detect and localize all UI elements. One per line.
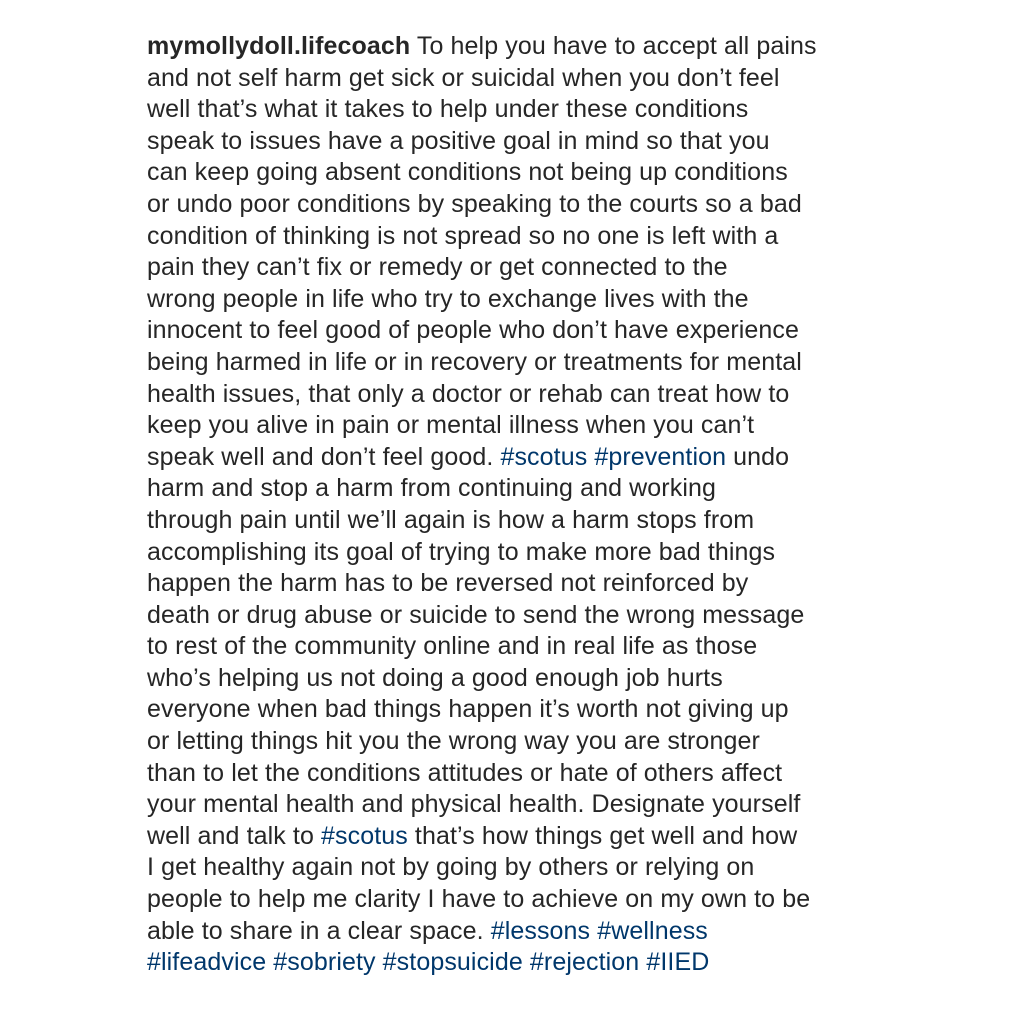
caption-text: or undo poor conditions by speaking to the courts so a bad	[147, 189, 802, 218]
caption-line	[147, 31, 947, 63]
caption-line	[147, 947, 947, 979]
caption-line	[147, 694, 947, 726]
hashtag-sobriety[interactable]: #sobriety	[273, 948, 376, 977]
caption-text: well and talk to	[147, 821, 322, 850]
caption-text: health issues, that only a doctor or rehab can treat how to	[147, 379, 790, 408]
caption-line	[147, 473, 947, 505]
caption-text: can keep going absent conditions not being up conditions	[147, 158, 788, 187]
hashtag-lifeadvice[interactable]: #lifeadvice	[147, 948, 267, 977]
caption-line	[147, 157, 947, 189]
caption-text: being harmed in life or in recovery or treatments for mental	[147, 347, 802, 376]
caption-line	[147, 284, 947, 316]
caption-line	[147, 568, 947, 600]
caption-line	[147, 347, 947, 379]
caption-line	[147, 126, 947, 158]
username-link[interactable]: mymollydoll.lifecoach	[147, 32, 411, 60]
caption-text: and not self harm get sick or suicidal when you don’t feel	[147, 63, 780, 92]
caption-text: accomplishing its goal of trying to make more bad things	[147, 537, 776, 566]
caption-line	[147, 789, 947, 821]
caption-line	[147, 505, 947, 537]
caption-line	[147, 221, 947, 253]
caption-text: To help you have to accept all pains	[410, 32, 817, 60]
caption-line	[147, 63, 947, 95]
caption-text	[376, 948, 383, 976]
caption-line	[147, 189, 947, 221]
caption-text: happen the harm has to be reversed not reinforced by	[147, 569, 749, 598]
caption-line	[147, 442, 947, 474]
caption-text: well that’s what it takes to help under these conditions	[147, 95, 749, 124]
caption-text	[523, 948, 530, 976]
caption-line	[147, 631, 947, 663]
caption-text: through pain until we’ll again is how a harm stops from	[147, 505, 755, 534]
hashtag-scotus[interactable]: #scotus	[500, 442, 588, 471]
caption-line	[147, 252, 947, 284]
caption-line	[147, 379, 947, 411]
caption-text: speak to issues have a positive goal in mind so that you	[147, 126, 770, 155]
caption-line	[147, 410, 947, 442]
caption-line	[147, 916, 947, 948]
caption-text: people to help me clarity I have to achieve on my own to be	[147, 885, 811, 914]
hashtag-wellness[interactable]: #wellness	[597, 916, 708, 945]
caption-line	[147, 315, 947, 347]
hashtag-stopsuicide[interactable]: #stopsuicide	[382, 948, 523, 977]
hashtag-scotus[interactable]: #scotus	[321, 821, 408, 850]
caption-text: that’s how things get well and how	[407, 821, 798, 850]
caption-line	[147, 600, 947, 632]
caption-text: wrong people in life who try to exchange lives with the	[147, 284, 749, 313]
caption-text: undo	[726, 442, 790, 471]
caption-text: harm and stop a harm from continuing and working	[147, 474, 716, 503]
caption-text: everyone when bad things happen it’s worth not giving up	[147, 695, 789, 724]
hashtag-lessons[interactable]: #lessons	[490, 916, 591, 945]
caption-text: to rest of the community online and in real life as those	[147, 632, 758, 661]
hashtag-prevention[interactable]: #prevention	[594, 442, 727, 471]
caption-text: keep you alive in pain or mental illness when you can’t	[147, 411, 755, 440]
caption-line	[147, 663, 947, 695]
caption-line	[147, 821, 947, 853]
caption-text: than to let the conditions attitudes or hate of others affect	[147, 758, 783, 787]
hashtag-rejection[interactable]: #rejection	[529, 948, 640, 977]
caption-text: who’s helping us not doing a good enough job hurts	[147, 663, 723, 692]
caption-text: your mental health and physical health. Designate yourself	[147, 790, 801, 819]
caption-text: death or drug abuse or suicide to send the wrong message	[147, 600, 805, 629]
caption-line	[147, 758, 947, 790]
caption-text: able to share in a clear space.	[147, 916, 491, 945]
caption-text: condition of thinking is not spread so no one is left with a	[147, 221, 779, 250]
caption-text: pain they can’t fix or remedy or get connected to the	[147, 253, 728, 282]
caption-text: or letting things hit you the wrong way you are stronger	[147, 727, 760, 756]
caption-text: I get healthy again not by going by others or relying on	[147, 853, 755, 882]
post-caption	[147, 31, 947, 979]
caption-line	[147, 852, 947, 884]
caption-text: speak well and don’t feel good.	[147, 442, 501, 471]
caption-line	[147, 94, 947, 126]
caption-text: innocent to feel good of people who don’t have experience	[147, 316, 800, 345]
hashtag-iied[interactable]: #IIED	[646, 948, 710, 977]
caption-line	[147, 537, 947, 569]
caption-line	[147, 884, 947, 916]
caption-line	[147, 726, 947, 758]
